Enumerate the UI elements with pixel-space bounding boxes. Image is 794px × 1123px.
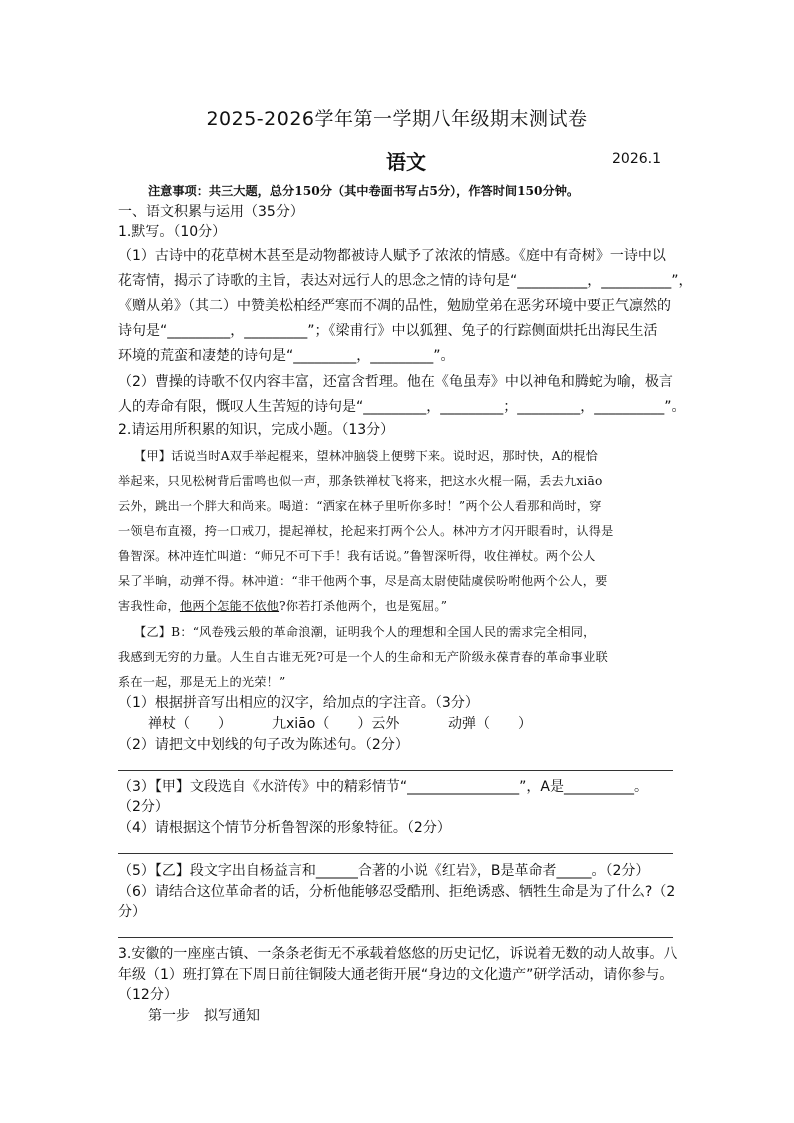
q2-sub3-points: （2分） — [118, 799, 169, 815]
q1-line: 环境的荒蛮和凄楚的诗句是“_________，_________”。 — [118, 348, 455, 364]
passage-jia-line: 【甲】话说当时A双手举起棍来，望林冲脑袋上便劈下来。说时迟，那时快，A的棍恰 — [134, 449, 598, 463]
pinyin-item: 九xiāo（ ）云外 — [272, 716, 400, 732]
passage-yi-line: 我感到无穷的力量。人生自古谁无死?可是一个人的生命和无产阶级永葆青春的革命事业联 — [118, 650, 608, 664]
passage-jia-line: 云外，跳出一个胖大和尚来。喝道：“洒家在林子里听你多时！”两个公人看那和尚时，穿 — [118, 499, 602, 513]
passage-jia-line: 举起来，只见松树背后雷鸣也似一声，那条铁禅杖飞将来，把这水火棍一隔，丢去九xiāo — [118, 474, 603, 488]
q3-line: （12分） — [118, 987, 178, 1003]
q1-line: 人的寿命有限，慨叹人生苦短的诗句是“_________，_________；_________，__________”。 — [118, 399, 686, 415]
q1-line: （1）古诗中的花草树木甚至是动物都被诗人赋予了浓浓的情感。《庭中有奇树》一诗中以 — [118, 248, 666, 264]
answer-line — [118, 770, 673, 771]
q3-step1: 第一步 拟写通知 — [148, 1008, 260, 1024]
q1-title: 1.默写。（10分） — [118, 224, 227, 240]
passage-jia-line: 鲁智深。林冲连忙叫道：“师兄不可下手！我有话说。”鲁智深听得，收住禅杖。两个公人 — [118, 549, 596, 563]
q2-sub3: （3）【甲】文段选自《水浒传》中的精彩情节“________________”，A是__________。 — [118, 779, 648, 795]
passage-jia-line: 一领皂布直裰，挎一口戒刀，提起禅杖，抡起来打两个公人。林冲方才闪开眼看时，认得是 — [118, 524, 614, 538]
passage-yi-line: 【乙】B：“风卷残云般的革命浪潮，证明我个人的理想和全国人民的需求完全相同， — [134, 625, 596, 639]
exam-title: 2025-2026学年第一学期八年级期末测试卷 — [206, 108, 588, 130]
pinyin-item: 动弹（ ） — [448, 716, 532, 732]
passage-jia-text: ?你若打杀他两个，也是冤屈。” — [279, 599, 448, 613]
q2-sub6: （6）请结合这位革命者的话，分析他能够忍受酷刑、拒绝诱惑、牺牲生命是为了什么?（2 — [118, 884, 676, 900]
q3-line: 3.安徽的一座座古镇、一条条老街无不承载着悠悠的历史记忆，诉说着无数的动人故事。八 — [118, 946, 678, 962]
q2-title: 2.请运用所积累的知识，完成小题。（13分） — [118, 422, 395, 438]
exam-notice: 注意事项：共三大题，总分150分（其中卷面书写占5分），作答时间150分钟。 — [148, 184, 580, 198]
q1-line: 花寄情，揭示了诗歌的主旨，表达对远行人的思念之情的诗句是“__________，__________”， — [118, 273, 693, 289]
passage-jia-text: 害我性命， — [118, 599, 180, 613]
q1-line: （2）曹操的诗歌不仅内容丰富，还富含哲理。他在《龟虽寿》中以神龟和腾蛇为喻，极言 — [118, 374, 673, 390]
exam-date: 2026.1 — [612, 151, 661, 167]
passage-jia-line: 呆了半晌，动弹不得。林冲道：“非干他两个事，尽是高太尉使陆虞侯吩咐他两个公人，要 — [118, 574, 608, 588]
pinyin-item: 禅杖（ ） — [148, 716, 232, 732]
answer-line — [118, 853, 673, 854]
answer-line — [118, 937, 673, 938]
q2-sub5: （5）【乙】段文字出自杨益言和______合著的小说《红岩》，B是革命者_____。（2分） — [118, 863, 650, 879]
q2-sub1: （1）根据拼音写出相应的汉字，给加点的字注音。（3分） — [118, 695, 479, 711]
passage-jia-last-line — [118, 596, 447, 616]
section-1-heading: 一、语文积累与运用（35分） — [118, 204, 304, 220]
q3-line: 年级（1）班打算在下周日前往铜陵大通老街开展“身边的文化遗产”研学活动，请你参与。 — [118, 967, 674, 983]
underlined-sentence: 他两个怎能不依他 — [179, 599, 280, 613]
q2-sub6-points: 分） — [118, 904, 146, 920]
q2-sub4: （4）请根据这个情节分析鲁智深的形象特征。（2分） — [118, 820, 451, 836]
passage-yi-line: 系在一起，那是无上的光荣！” — [118, 675, 286, 689]
q1-line: 诗句是“_________，_________”；《梁甫行》中以狐狸、兔子的行踪侧面烘托出海民生活 — [118, 323, 658, 339]
q2-sub2: （2）请把文中划线的句子改为陈述句。（2分） — [118, 737, 409, 753]
subject-heading: 语文 — [386, 150, 426, 174]
q1-line: 《赠从弟》（其二）中赞美松柏经严寒而不凋的品性，勉励堂弟在恶劣环境中要正气凛然的 — [118, 298, 671, 314]
